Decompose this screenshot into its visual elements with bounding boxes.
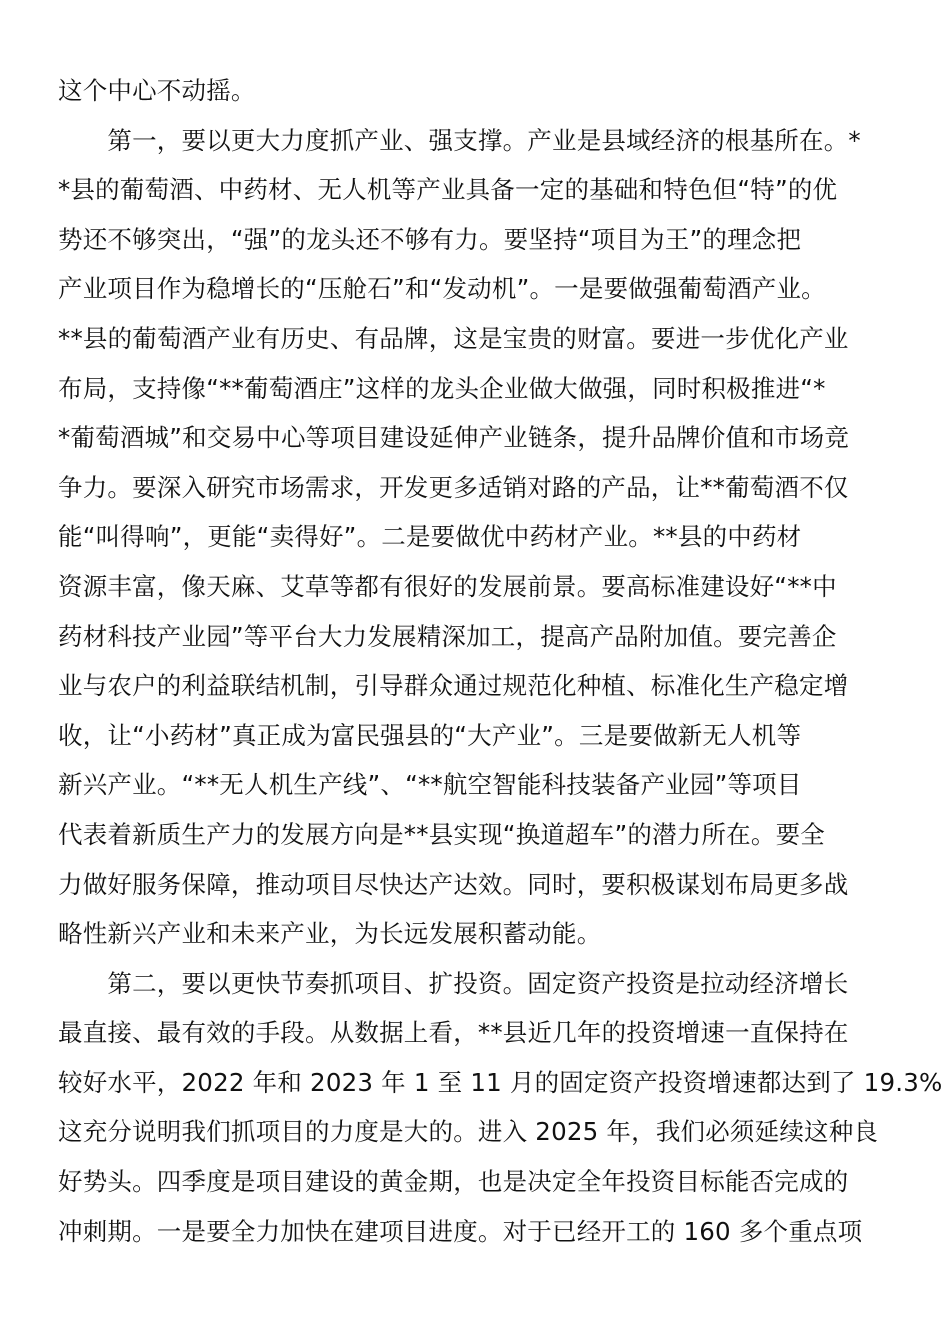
text-line: **县的葡萄酒产业有历史、有品牌，这是宝贵的财富。要进一步优化产业 — [58, 323, 849, 353]
text-line: 势还不够突出，“强”的龙头还不够有力。要坚持“项目为王”的理念把 — [58, 224, 802, 254]
text-line: 这个中心不动摇。 — [58, 76, 256, 105]
paragraph-second-start: 第二，要以更快节奏抓项目、扩投资。固定资产投资是拉动经济增长 — [58, 968, 849, 998]
text-line: 冲刺期。一是要全力加快在建项目进度。对于已经开工的 160 多个重点项 — [58, 1216, 863, 1246]
text-line: 争力。要深入研究市场需求，开发更多适销对路的产品，让**葡萄酒不仅 — [58, 472, 849, 502]
text-line: 收，让“小药材”真正成为富民强县的“大产业”。三是要做新无人机等 — [58, 720, 802, 750]
text-line: 能“叫得响”，更能“卖得好”。二是要做优中药材产业。**县的中药材 — [58, 522, 802, 552]
text-line: *县的葡萄酒、中药材、无人机等产业具备一定的基础和特色但“特”的优 — [58, 175, 838, 205]
text-line: 药材科技产业园”等平台大力发展精深加工，提高产品附加值。要完善企 — [58, 621, 837, 651]
paragraph-first-start: 第一，要以更大力度抓产业、强支撑。产业是县域经济的根基所在。* — [58, 125, 861, 155]
text-line: 略性新兴产业和未来产业，为长远发展积蓄动能。 — [58, 919, 602, 949]
text-line: 力做好服务保障，推动项目尽快达产达效。同时，要积极谋划布局更多战 — [58, 869, 849, 899]
text-line: 业与农户的利益联结机制，引导群众通过规范化种植、标准化生产稳定增 — [58, 671, 849, 701]
text-line: 布局，支持像“**葡萄酒庄”这样的龙头企业做大做强，同时积极推进“* — [58, 373, 826, 403]
text-line: *葡萄酒城”和交易中心等项目建设延伸产业链条，提升品牌价值和市场竞 — [58, 423, 850, 453]
text-line: 这充分说明我们抓项目的力度是大的。进入 2025 年，我们必须延续这种良 — [58, 1117, 879, 1147]
text-line: 好势头。四季度是项目建设的黄金期，也是决定全年投资目标能否完成的 — [58, 1167, 849, 1197]
text-line: 新兴产业。“**无人机生产线”、“**航空智能科技装备产业园”等项目 — [58, 770, 802, 800]
text-line: 资源丰富，像天麻、艾草等都有很好的发展前景。要高标准建设好“**中 — [58, 571, 837, 601]
body-text — [58, 66, 943, 1256]
text-line: 代表着新质生产力的发展方向是**县实现“换道超车”的潜力所在。要全 — [58, 819, 825, 849]
text-line: 产业项目作为稳增长的“压舱石”和“发动机”。一是要做强葡萄酒产业。 — [58, 274, 826, 304]
text-line: 较好水平，2022 年和 2023 年 1 至 11 月的固定资产投资增速都达到了 19.3% — [58, 1067, 943, 1097]
text-line: 最直接、最有效的手段。从数据上看，**县近几年的投资增速一直保持在 — [58, 1018, 849, 1048]
